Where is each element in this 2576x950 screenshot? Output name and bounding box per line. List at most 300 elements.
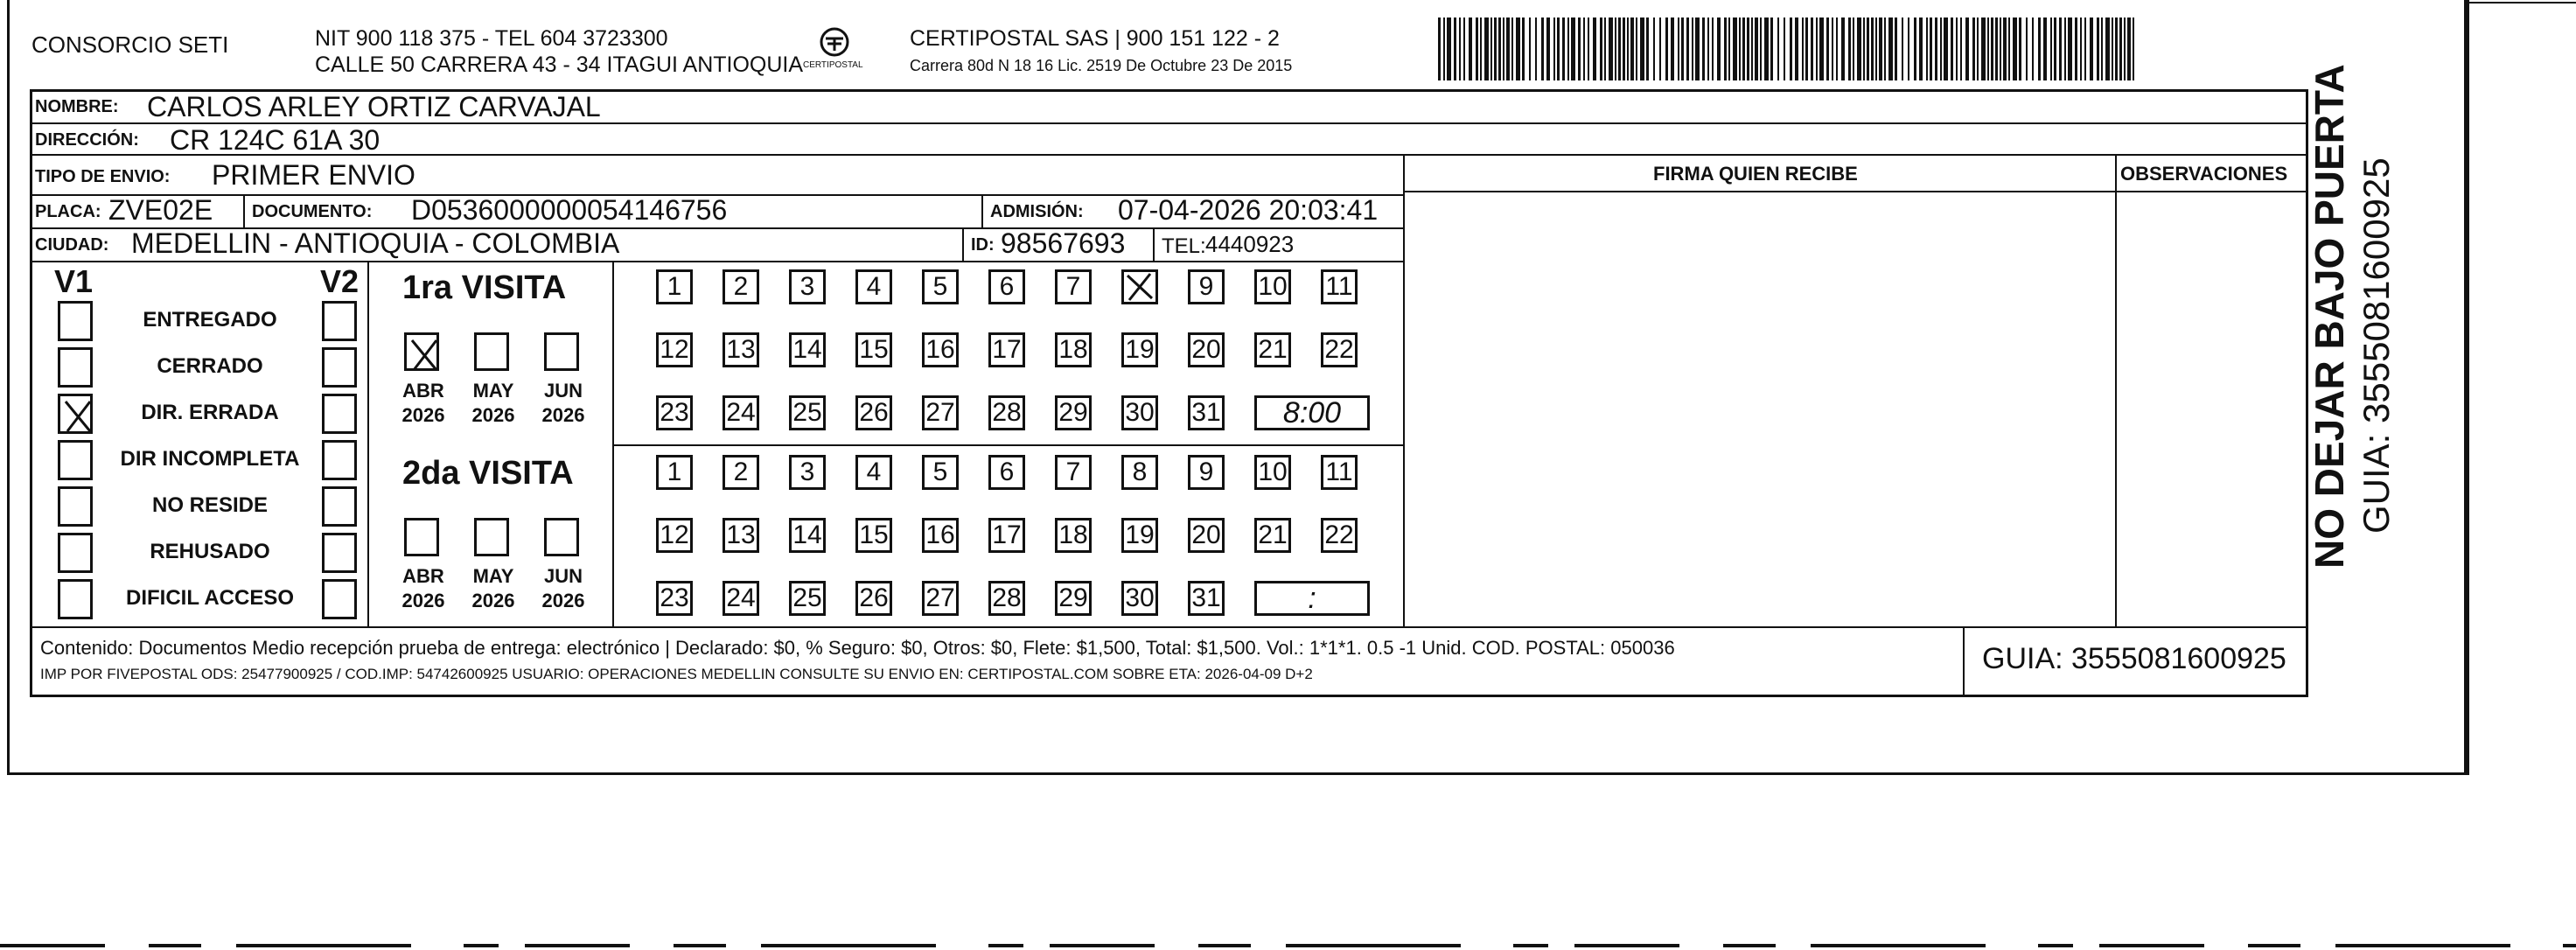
month-label: MAY [472,380,514,402]
month-label: ABR [402,380,444,402]
barcode-bar [1490,17,1492,80]
admision-value: 07-04-2026 20:03:41 [1118,194,1379,226]
barcode-bar [1863,17,1865,80]
barcode-bar [1728,17,1730,80]
day-box-18[interactable]: 18 [1055,332,1092,367]
barcode-bar [1848,17,1851,80]
footer-guia: GUIA: 3555081600925 [1982,642,2286,675]
barcode-bar [1529,17,1531,80]
barcode-bar [1951,17,1953,80]
barcode-bar [1895,17,1897,80]
barcode-bar [1653,17,1655,80]
status-label-wrap [98,449,322,470]
barcode-bar [1503,17,1504,80]
v1-checkbox-0[interactable] [58,301,93,341]
status-label: REHUSADO [150,540,270,563]
barcode-bar [1836,17,1838,80]
barcode-bar [1879,17,1882,80]
barcode-bar [1712,17,1714,80]
barcode-bar [1593,17,1596,80]
barcode-bar [1914,17,1916,80]
barcode-bar [1678,17,1679,80]
barcode-bar [1600,17,1602,80]
day-box-29[interactable]: 29 [1055,395,1092,430]
v2-checkbox-5[interactable] [322,533,357,573]
guia-divider [1963,626,1965,697]
barcode-bar [1871,17,1874,80]
placa-label: PLACA: [35,202,101,221]
barcode-bar [1987,17,1989,80]
day-box-31[interactable]: 31 [1188,581,1225,616]
barcode-bar [1578,17,1581,80]
barcode-bar [1935,17,1937,80]
barcode-bar [1535,17,1537,80]
day-box-25[interactable]: 25 [789,581,826,616]
barcode-bar [1630,17,1634,80]
barcode-bar [1795,17,1798,80]
barcode-bar [1802,17,1804,80]
barcode-bar [1770,17,1773,80]
day-box-10[interactable]: 10 [1254,269,1291,304]
row-line [30,626,2308,628]
day-box-28[interactable]: 28 [988,581,1025,616]
barcode-bar [1516,17,1520,80]
time-box[interactable]: : [1254,581,1370,616]
barcode-bar [1511,17,1513,80]
barcode-bar [1919,17,1923,80]
barcode-bar [1956,17,1958,80]
barcode [1438,17,2138,80]
barcode-bar [2054,17,2056,80]
barcode-bar [1494,17,1497,80]
side-guia: GUIA: 3555081600925 [2356,157,2397,534]
barcode-bar [2127,17,2131,80]
barcode-bar [1659,17,1661,80]
right-edge-top [2467,2,2576,3]
barcode-bar [1459,17,1461,80]
barcode-bar [1609,17,1613,80]
barcode-bar [1995,17,1998,80]
day-box-11[interactable]: 11 [1321,455,1358,490]
barcode-bar [1476,17,1478,80]
logo-text: CERTIPOSTAL [803,60,863,70]
side-warning: NO DEJAR BAJO PUERTA [2307,64,2352,569]
day-box-26[interactable]: 26 [855,581,892,616]
status-label-wrap [98,356,322,377]
barcode-bar [1646,17,1649,80]
day-box-12[interactable]: 12 [656,518,693,553]
day-box-21[interactable]: 21 [1254,518,1291,553]
day-box-13[interactable]: 13 [723,518,759,553]
v1-checkbox-2[interactable] [58,394,93,434]
barcode-bar [1615,17,1616,80]
cell-divider [981,194,983,227]
status-label: CERRADO [157,354,263,378]
cell-divider [243,194,245,227]
month-label: ABR [402,565,444,587]
barcode-bar [2064,17,2066,80]
day-box-20[interactable]: 20 [1188,332,1225,367]
barcode-bar [1841,17,1845,80]
company-name: CONSORCIO SETI [31,31,229,58]
v1-checkbox-3[interactable] [58,440,93,480]
barcode-bar [1541,17,1544,80]
bottom-dashes [0,941,2576,950]
barcode-bar [2124,17,2126,80]
firma-area[interactable] [1405,192,2113,625]
barcode-bar [2032,17,2034,80]
logo-icon [798,24,871,79]
day-box-5[interactable]: 5 [922,269,959,304]
day-box-20[interactable]: 20 [1188,518,1225,553]
month-checkbox-may[interactable] [474,332,509,371]
day-box-27[interactable]: 27 [922,395,959,430]
barcode-bar [1930,17,1932,80]
barcode-bar [1977,17,1979,80]
status-label: NO RESIDE [151,493,269,517]
month-checkbox-jun[interactable] [544,518,579,556]
barcode-bar [1751,17,1753,80]
observaciones-header: OBSERVACIONES [2120,163,2288,185]
barcode-bar [2133,17,2134,80]
day-box-2[interactable]: 2 [723,455,759,490]
year-label: 2026 [541,404,585,426]
day-box-25[interactable]: 25 [789,395,826,430]
day-box-9[interactable]: 9 [1188,455,1225,490]
nombre-label: NOMBRE: [35,97,119,116]
barcode-bar [2112,17,2113,80]
day-box-31[interactable]: 31 [1188,395,1225,430]
barcode-bar [1816,17,1818,80]
v1-checkbox-4[interactable] [58,486,93,527]
day-box-21[interactable]: 21 [1254,332,1291,367]
barcode-bar [1443,17,1445,80]
barcode-bar [1454,17,1456,80]
barcode-bar [1902,17,1903,80]
barcode-bar [1546,17,1550,80]
month-label: MAY [472,565,514,587]
status-label: DIFICIL ACCESO [125,586,294,610]
barcode-bar [1522,17,1525,80]
barcode-bar [1707,17,1709,80]
documento-label: DOCUMENTO: [252,202,373,221]
barcode-bar [2043,17,2047,80]
cell-divider [1153,227,1155,261]
status-label-wrap [98,588,322,609]
day-box-18[interactable]: 18 [1055,518,1092,553]
status-label-wrap [98,495,322,516]
month-divider [612,261,614,626]
v1-checkbox-5[interactable] [58,533,93,573]
tel-label: TEL: [1162,234,1206,258]
x-check-icon [64,400,92,433]
day-box-16[interactable]: 16 [922,518,959,553]
barcode-bar [1733,17,1737,80]
barcode-bar [1972,17,1975,80]
barcode-bar [1888,17,1893,80]
barcode-bar [1760,17,1762,80]
month-checkbox-may[interactable] [474,518,509,556]
day-box-27[interactable]: 27 [922,581,959,616]
barcode-bar [1826,17,1829,80]
carrier-license: Carrera 80d N 18 16 Lic. 2519 De Octubre 23 De 2015 [910,57,1293,74]
barcode-bar [2050,17,2052,80]
barcode-bar [1867,17,1869,80]
year-label: 2026 [471,404,515,426]
day-box-19[interactable]: 19 [1121,518,1158,553]
day-box-9[interactable]: 9 [1188,269,1225,304]
barcode-bar [2003,17,2007,80]
barcode-bar [1618,17,1621,80]
barcode-bar [1857,17,1861,80]
status-label: ENTREGADO [143,308,277,332]
barcode-bar [1469,17,1472,80]
barcode-bar [1571,17,1575,80]
month-checkbox-jun[interactable] [544,332,579,371]
barcode-bar [1853,17,1854,80]
barcode-bar [1940,17,1942,80]
barcode-bar [1665,17,1668,80]
day-box-1[interactable]: 1 [656,269,693,304]
barcode-bar [1636,17,1637,80]
barcode-bar [1463,17,1465,80]
day-box-14[interactable]: 14 [789,332,826,367]
barcode-bar [2059,17,2062,80]
barcode-bar [2000,17,2001,80]
v2-checkbox-1[interactable] [322,347,357,388]
barcode-bar [1640,17,1644,80]
day-box-3[interactable]: 3 [789,455,826,490]
certipostal-logo [798,24,871,79]
year-label: 2026 [471,590,515,611]
day-box-23[interactable]: 23 [656,395,693,430]
id-label: ID: [971,235,995,255]
day-box-24[interactable]: 24 [723,581,759,616]
barcode-bar [2105,17,2110,80]
barcode-bar [1702,17,1705,80]
day-box-10[interactable]: 10 [1254,455,1291,490]
firma-header: FIRMA QUIEN RECIBE [1653,163,1858,185]
tipo-envio-value: PRIMER ENVIO [212,159,415,191]
v2-checkbox-4[interactable] [322,486,357,527]
barcode-bar [2026,17,2028,80]
day-box-4[interactable]: 4 [855,455,892,490]
day-box-6[interactable]: 6 [988,269,1025,304]
address-line: CALLE 50 CARRERA 43 - 34 ITAGUI ANTIOQUIA [315,52,804,77]
status-label-wrap [98,402,322,423]
day-box-15[interactable]: 15 [855,332,892,367]
barcode-bar [2101,17,2103,80]
observaciones-area[interactable] [2117,192,2306,625]
nit-line: NIT 900 118 375 - TEL 604 3723300 [315,26,668,51]
barcode-bar [1671,17,1674,80]
barcode-bar [1484,17,1489,80]
barcode-bar [1790,17,1792,80]
v1-checkbox-6[interactable] [58,579,93,619]
v2-checkbox-3[interactable] [322,440,357,480]
barcode-bar [1562,17,1565,80]
barcode-bar [1627,17,1629,80]
day-box-2[interactable]: 2 [723,269,759,304]
right-edge-line [2467,0,2469,775]
barcode-bar [1926,17,1928,80]
year-label: 2026 [401,404,445,426]
barcode-bar [1567,17,1569,80]
barcode-bar [1553,17,1555,80]
contenido-text: Contenido: Documentos Medio recepción prueba de entrega: electrónico | Declarado: $0, % Seguro: $0, Otros: $0, Flete: $1,500, Total: $1,500. Vol.: 1*1*1. 0.5 -1 Unid. COD. POSTAL: 050036 [40,637,1675,659]
direccion-value: CR 124C 61A 30 [170,124,380,156]
barcode-bar [1965,17,1969,80]
barcode-bar [1991,17,1993,80]
day-box-7[interactable]: 7 [1055,455,1092,490]
direccion-label: DIRECCIÓN: [35,130,139,150]
status-label-wrap [98,310,322,331]
barcode-bar [2115,17,2118,80]
barcode-bar [1884,17,1886,80]
day-box-30[interactable]: 30 [1121,581,1158,616]
barcode-bar [1681,17,1684,80]
barcode-bar [2080,17,2082,80]
status-label: DIR. ERRADA [141,401,279,424]
tel-value: 4440923 [1205,231,1295,257]
v2-checkbox-2[interactable] [322,394,357,434]
barcode-bar [1438,17,1441,80]
day-box-19[interactable]: 19 [1121,332,1158,367]
day-box-26[interactable]: 26 [855,395,892,430]
day-box-7[interactable]: 7 [1055,269,1092,304]
day-box-13[interactable]: 13 [723,332,759,367]
barcode-bar [1981,17,1986,80]
year-label: 2026 [541,590,585,611]
barcode-bar [1480,17,1482,80]
barcode-bar [2013,17,2017,80]
day-box-24[interactable]: 24 [723,395,759,430]
imp-text: IMP POR FIVEPOSTAL ODS: 25477900925 / COD.IMP: 54742600925 USUARIO: OPERACIONES MEDELLIN CONSULTE SU ENVIO EN: CERTIPOSTAL.COM SOBRE ETA: 2026-04-09 D+2 [40,666,1313,682]
barcode-bar [1695,17,1700,80]
month-label: JUN [543,380,583,402]
barcode-bar [2084,17,2086,80]
barcode-bar [1960,17,1962,80]
barcode-bar [2019,17,2021,80]
barcode-bar [1498,17,1501,80]
year-label: 2026 [401,590,445,611]
barcode-bar [1819,17,1824,80]
day-box-4[interactable]: 4 [855,269,892,304]
day-box-12[interactable]: 12 [656,332,693,367]
row-line [612,444,1403,446]
v2-checkbox-0[interactable] [322,301,357,341]
day-box-11[interactable]: 11 [1321,269,1358,304]
day-box-14[interactable]: 14 [789,518,826,553]
day-box-29[interactable]: 29 [1055,581,1092,616]
barcode-bar [2075,17,2077,80]
month-checkbox-abr[interactable] [404,518,439,556]
barcode-bar [2068,17,2072,80]
day-box-23[interactable]: 23 [656,581,693,616]
v2-checkbox-6[interactable] [322,579,357,619]
barcode-bar [1739,17,1741,80]
barcode-bar [1724,17,1727,80]
barcode-bar [1805,17,1808,80]
status-divider [367,261,369,626]
barcode-bar [1604,17,1606,80]
admision-label: ADMISIÓN: [990,202,1084,221]
cell-divider [962,227,964,261]
barcode-bar [1583,17,1585,80]
barcode-bar [1747,17,1749,80]
day-box-17[interactable]: 17 [988,518,1025,553]
day-box-1[interactable]: 1 [656,455,693,490]
day-box-30[interactable]: 30 [1121,395,1158,430]
barcode-bar [1764,17,1769,80]
x-check-icon [1124,272,1155,302]
barcode-bar [2119,17,2122,80]
day-box-8[interactable] [1121,269,1158,304]
carrier-name: CERTIPOSTAL SAS | 900 151 122 - 2 [910,26,1280,51]
x-check-icon [410,339,438,372]
barcode-bar [1755,17,1758,80]
row-line [30,261,1403,262]
barcode-bar [2097,17,2099,80]
v1-header: V1 [54,263,94,299]
day-box-22[interactable]: 22 [1321,518,1358,553]
v2-header: V2 [320,263,360,299]
barcode-bar [1692,17,1693,80]
barcode-bar [1588,17,1589,80]
barcode-bar [1832,17,1833,80]
nombre-value: CARLOS ARLEY ORTIZ CARVAJAL [147,91,601,122]
ciudad-value: MEDELLIN - ANTIOQUIA - COLOMBIA [131,227,620,259]
day-box-5[interactable]: 5 [922,455,959,490]
barcode-bar [1557,17,1560,80]
id-value: 98567693 [1001,227,1126,259]
barcode-bar [1686,17,1689,80]
day-box-3[interactable]: 3 [789,269,826,304]
barcode-bar [2038,17,2041,80]
time-box[interactable]: 8:00 [1254,395,1370,430]
barcode-bar [1777,17,1779,80]
visit-title: 1ra VISITA [402,269,567,306]
barcode-bar [1717,17,1721,80]
barcode-bar [1447,17,1451,80]
barcode-bar [2008,17,2010,80]
barcode-bar [1811,17,1813,80]
documento-value: D0536000000054146756 [411,194,728,226]
day-box-28[interactable]: 28 [988,395,1025,430]
month-checkbox-abr[interactable] [404,332,439,371]
tipo-envio-label: TIPO DE ENVIO: [35,167,171,186]
barcode-bar [1506,17,1510,80]
barcode-bar [1784,17,1785,80]
v1-checkbox-1[interactable] [58,347,93,388]
visit-title: 2da VISITA [402,455,574,492]
day-box-22[interactable]: 22 [1321,332,1358,367]
placa-value: ZVE02E [108,194,213,226]
day-box-6[interactable]: 6 [988,455,1025,490]
barcode-bar [2090,17,2093,80]
status-label-wrap [98,541,322,562]
barcode-bar [1908,17,1909,80]
day-box-15[interactable]: 15 [855,518,892,553]
day-box-16[interactable]: 16 [922,332,959,367]
month-label: JUN [543,565,583,587]
day-box-17[interactable]: 17 [988,332,1025,367]
ciudad-label: CIUDAD: [35,235,109,255]
barcode-bar [1742,17,1745,80]
barcode-bar [1944,17,1948,80]
barcode-bar [1623,17,1625,80]
day-box-8[interactable]: 8 [1121,455,1158,490]
